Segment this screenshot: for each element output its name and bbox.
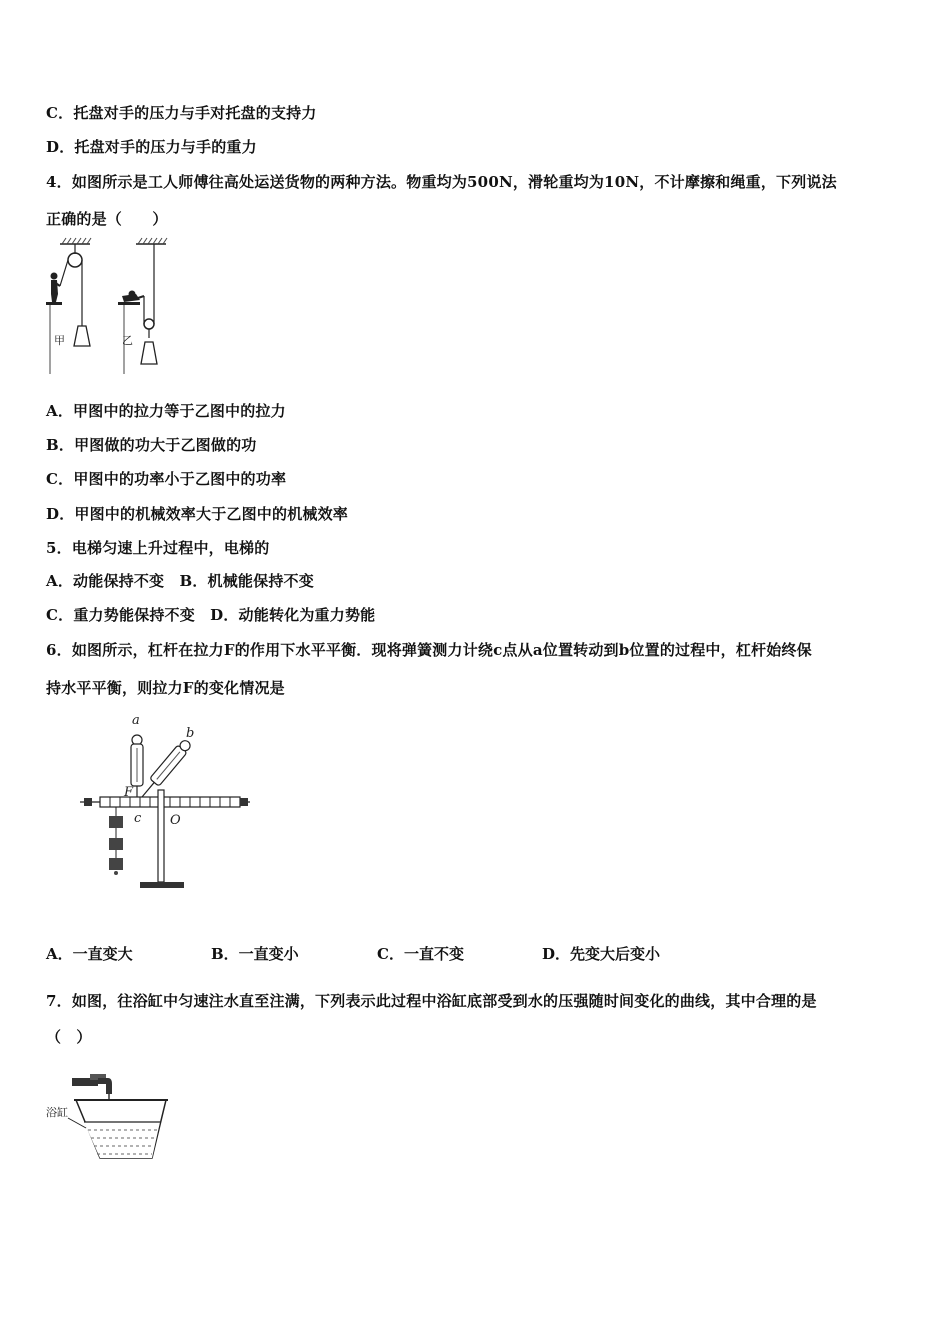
- label-b: b: [186, 726, 195, 741]
- q7-stem-line1: 7．如图，往浴缸中匀速注水直至注满，下列表示此过程中浴缸底部受到水的压强随时间变化的曲线，其中合理的是: [46, 992, 817, 1010]
- label-c: c: [134, 811, 142, 826]
- bathtub-figure: [46, 1070, 176, 1165]
- lever-figure: [74, 710, 264, 900]
- fixed-pulley-diagram: [46, 238, 91, 374]
- q6-option-a: A．一直变大: [46, 945, 133, 963]
- q5-stem: 5．电梯匀速上升过程中，电梯的: [46, 539, 270, 557]
- q6-option-b: B．一直变小: [211, 945, 299, 963]
- label-o: O: [170, 813, 181, 828]
- movable-pulley-diagram: [118, 238, 167, 374]
- q4-option-b: B．甲图做的功大于乙图做的功: [46, 436, 257, 454]
- q6-option-d: D．先变大后变小: [542, 945, 661, 963]
- label-bathtub: 浴缸: [46, 1106, 68, 1119]
- q4-option-c: C．甲图中的功率小于乙图中的功率: [46, 470, 287, 488]
- q6-stem-line1: 6．如图所示，杠杆在拉力F的作用下水平平衡．现将弹簧测力计绕c点从a位置转动到b位置的过程中，杠杆始终保: [46, 641, 812, 659]
- label-a: a: [132, 713, 140, 728]
- pulley-figure: [44, 236, 184, 376]
- q6-stem-line2: 持水平平衡，则拉力F的变化情况是: [46, 679, 285, 697]
- label-jia: 甲: [54, 334, 65, 347]
- label-f: F: [124, 785, 134, 800]
- q5-options-row1: A．动能保持不变 B．机械能保持不变: [46, 572, 314, 590]
- q4-option-a: A．甲图中的拉力等于乙图中的拉力: [46, 402, 286, 420]
- q3-option-d: D．托盘对手的压力与手的重力: [46, 138, 257, 156]
- q7-stem-line2: （ ）: [46, 1028, 92, 1046]
- label-yi: 乙: [122, 334, 133, 347]
- q4-option-d: D．甲图中的机械效率大于乙图中的机械效率: [46, 505, 349, 523]
- q3-option-c: C．托盘对手的压力与手对托盘的支持力: [46, 104, 317, 122]
- q4-stem-line1: 4．如图所示是工人师傅往高处运送货物的两种方法。物重均为500N，滑轮重均为10N，不计摩擦和绳重，下列说法: [46, 173, 837, 191]
- q4-stem-line2: 正确的是（ ）: [46, 210, 168, 228]
- q5-options-row2: C．重力势能保持不变 D．动能转化为重力势能: [46, 606, 376, 624]
- q6-option-c: C．一直不变: [377, 945, 464, 963]
